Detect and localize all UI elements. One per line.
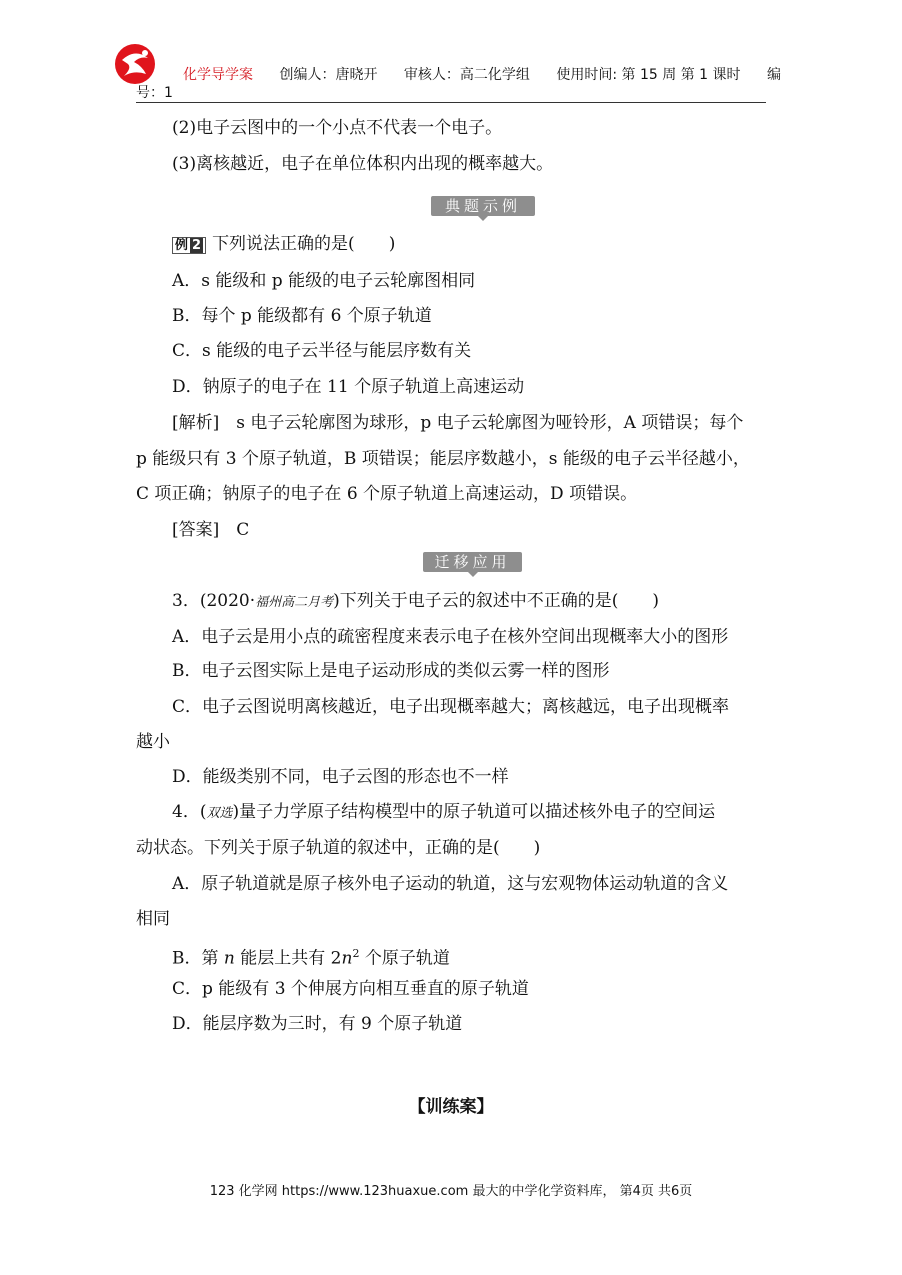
- example-option: B．每个 p 能级都有 6 个原子轨道: [172, 306, 432, 326]
- header-number-value: 号：1: [136, 85, 173, 101]
- example-option: D．钠原子的电子在 11 个原子轨道上高速运动: [172, 377, 525, 397]
- example-badge: 例 2: [172, 237, 206, 254]
- header-brand: 化学导学案: [183, 67, 253, 83]
- header-author: 创编人：唐晓开: [279, 67, 378, 83]
- header-time: 使用时间: 第 15 周 第 1 课时: [556, 67, 741, 83]
- question-option: C．电子云图说明离核越近，电子出现概率越大；离核越远，电子出现概率: [172, 697, 730, 717]
- note-line: (3)离核越近，电子在单位体积内出现的概率越大。: [172, 154, 554, 174]
- question-tag: 双选: [206, 806, 233, 821]
- section-title: 【训练案】: [408, 1097, 494, 1117]
- header-number-label: 编: [766, 67, 781, 83]
- page-footer: 123 化学网 https://www.123huaxue.com 最大的中学化学资料库， 第4页 共6页: [209, 1184, 693, 1199]
- header-divider: [136, 102, 766, 103]
- answer-line: [答案] C: [172, 520, 250, 540]
- analysis-line: [解析] s 电子云轮廓图为球形，p 电子云轮廓图为哑铃形，A 项错误；每个: [172, 413, 744, 433]
- section-banner-examples: 典题示例: [431, 196, 535, 216]
- question-3-stem: 3．(2020·福州高二月考)下列关于电子云的叙述中不正确的是( ): [172, 591, 660, 611]
- question-option: D．能层序数为三时，有 9 个原子轨道: [172, 1014, 463, 1034]
- question-4-stem-continued: 动状态。下列关于原子轨道的叙述中，正确的是( ): [136, 838, 541, 858]
- question-option-continued: 相同: [136, 909, 170, 929]
- analysis-line: p 能级只有 3 个原子轨道，B 项错误；能层序数越小，s 能级的电子云半径越小，: [136, 449, 750, 469]
- question-4-stem: 4．(双选)量子力学原子结构模型中的原子轨道可以描述核外电子的空间运: [172, 802, 716, 822]
- section-banner-apply: 迁移应用: [423, 552, 522, 572]
- question-option: B．电子云图实际上是电子运动形成的类似云雾一样的图形: [172, 661, 610, 681]
- example-option: C．s 能级的电子云半径与能层序数有关: [172, 341, 472, 361]
- question-option-continued: 越小: [136, 732, 170, 752]
- example-question: 例 2 下列说法正确的是( ): [172, 233, 395, 255]
- example-option: A．s 能级和 p 能级的电子云轮廓图相同: [172, 271, 476, 291]
- note-line: (2)电子云图中的一个小点不代表一个电子。: [172, 118, 503, 138]
- question-option: A．电子云是用小点的疏密程度来表示电子在核外空间出现概率大小的图形: [172, 627, 729, 647]
- question-option: D．能级类别不同，电子云图的形态也不一样: [172, 767, 509, 787]
- header-bar: [183, 64, 781, 84]
- question-option: B．第 n 能层上共有 $2n^2$ 个原子轨道: [172, 947, 450, 969]
- question-option: A．原子轨道就是原子核外电子运动的轨道，这与宏观物体运动轨道的含义: [172, 874, 729, 894]
- question-source: 福州高二月考: [255, 595, 334, 610]
- header-reviewer: 审核人：高二化学组: [403, 67, 530, 83]
- analysis-line: C 项正确；钠原子的电子在 6 个原子轨道上高速运动，D 项错误。: [136, 484, 638, 504]
- site-logo: [112, 40, 158, 86]
- question-option: C．p 能级有 3 个伸展方向相互垂直的原子轨道: [172, 979, 529, 999]
